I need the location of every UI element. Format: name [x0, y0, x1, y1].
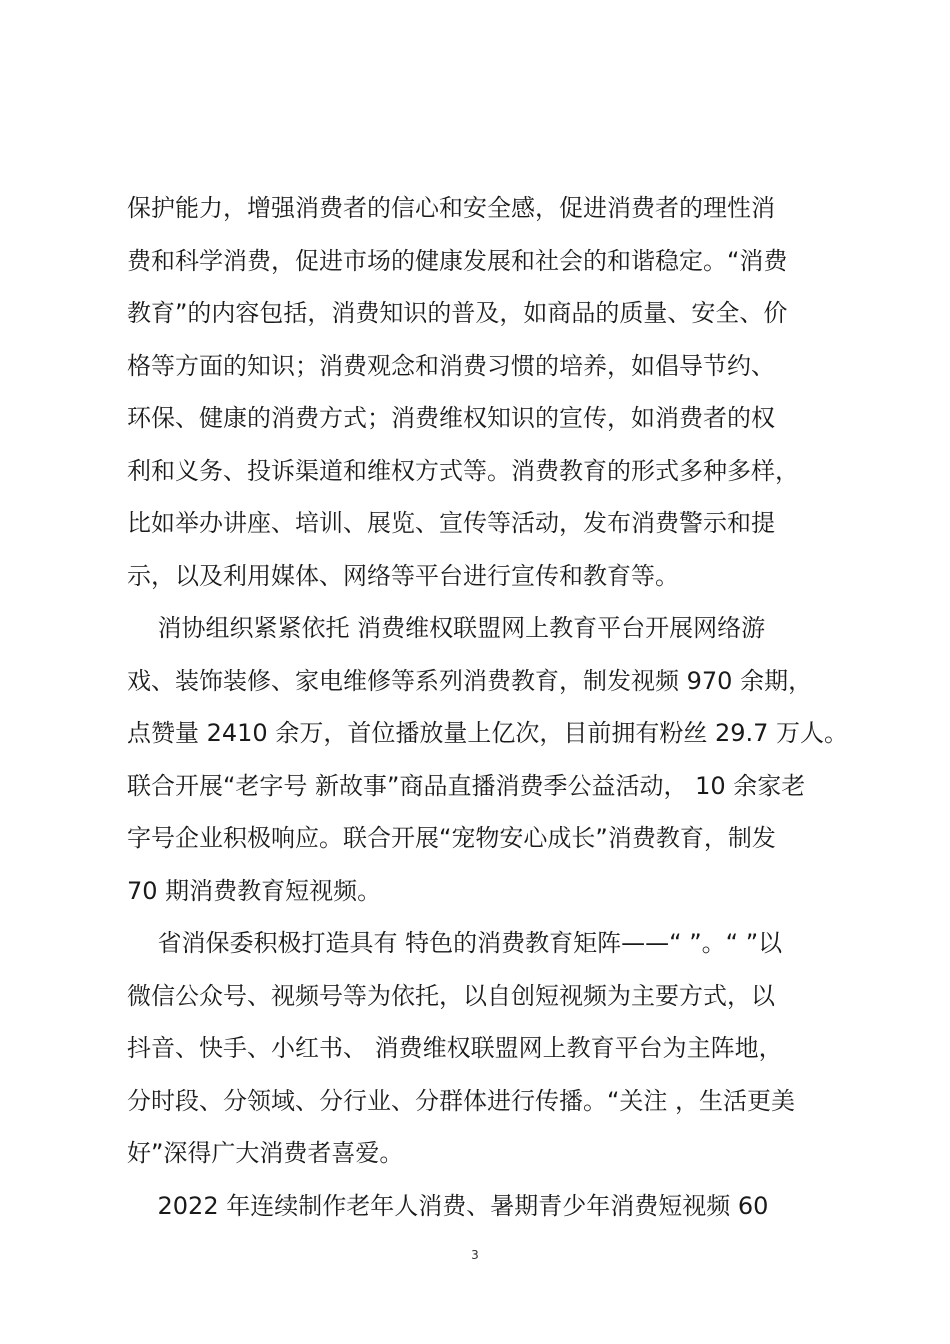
text-line: 分时段、分领域、分行业、分群体进行传播。“关注 ，生活更美 [127, 1086, 796, 1115]
text-line: 消协组织紧紧依托 消费维权联盟网上教育平台开展网络游 [127, 614, 766, 642]
body-text [127, 182, 847, 1232]
text-line: 格等方面的知识；消费观念和消费习惯的培养，如倡导节约、 [127, 351, 775, 380]
text-line: 联合开展“老字号 新故事”商品直播消费季公益活动， 10 余家老 [127, 771, 806, 800]
text-line: 费和科学消费，促进市场的健康发展和社会的和谐稳定。“消费 [127, 246, 788, 275]
text-line: 点赞量 2410 余万，首位播放量上亿次，目前拥有粉丝 29.7 万人。 [127, 719, 849, 747]
text-line: 2022 年连续制作老年人消费、暑期青少年消费短视频 60 [127, 1191, 769, 1220]
text-line: 环保、健康的消费方式；消费维权知识的宣传，如消费者的权 [127, 404, 775, 432]
text-line: 戏、装饰装修、家电维修等系列消费教育，制发视频 970 余期， [127, 666, 813, 695]
text-line: 比如举办讲座、培训、展览、宣传等活动，发布消费警示和提 [127, 509, 775, 537]
text-line: 教育”的内容包括，消费知识的普及，如商品的质量、安全、价 [127, 299, 788, 327]
page-number: 3 [471, 1248, 479, 1262]
text-line: 省消保委积极打造具有 特色的消费教育矩阵——“ ”。“ ”以 [127, 929, 783, 957]
text-line: 好”深得广大消费者喜爱。 [127, 1139, 404, 1167]
text-line: 字号企业积极响应。联合开展“宠物安心成长”消费教育，制发 [127, 824, 776, 852]
text-line: 利和义务、投诉渠道和维权方式等。消费教育的形式多种多样， [127, 456, 799, 485]
text-line: 抖音、快手、小红书、 消费维权联盟网上教育平台为主阵地， [127, 1034, 783, 1062]
text-line: 示，以及利用媒体、网络等平台进行宣传和教育等。 [127, 561, 679, 590]
text-line: 保护能力，增强消费者的信心和安全感，促进消费者的理性消 [127, 194, 775, 222]
text-line: 微信公众号、视频号等为依托，以自创短视频为主要方式，以 [127, 981, 775, 1010]
text-line: 70 期消费教育短视频。 [127, 876, 382, 905]
